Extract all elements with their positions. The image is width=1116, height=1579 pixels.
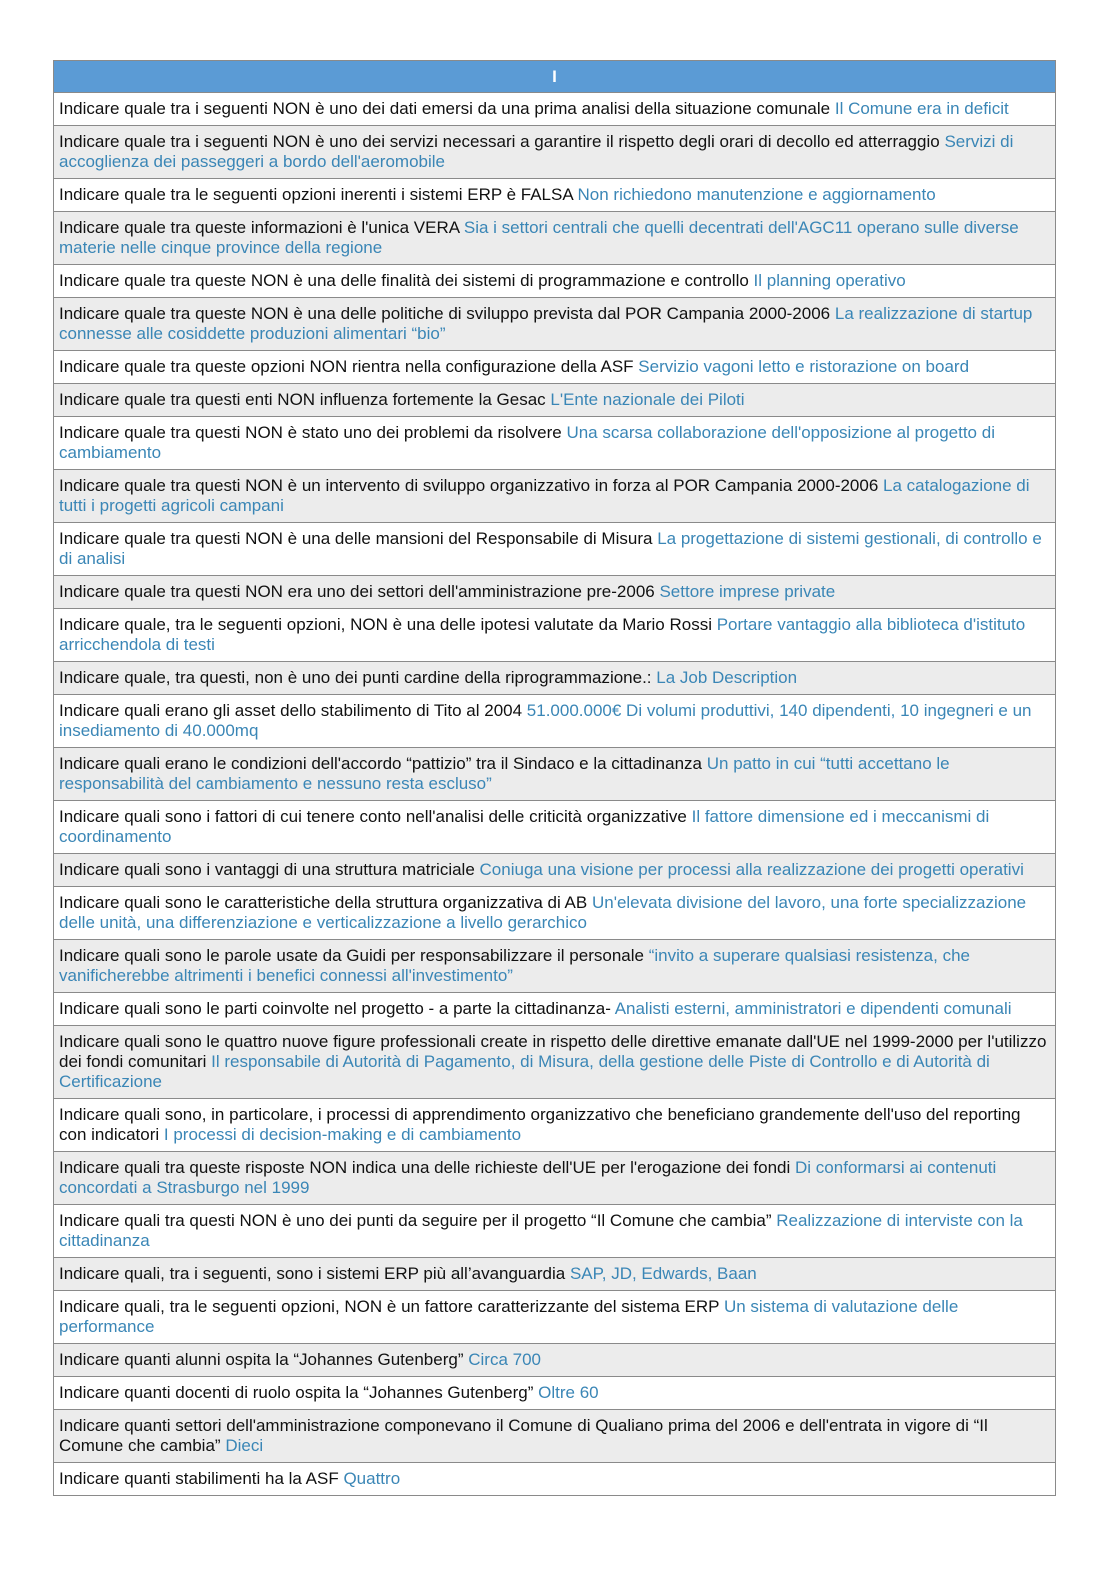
table-row <box>54 1258 1056 1291</box>
table-row <box>54 1099 1056 1152</box>
table-row <box>54 351 1056 384</box>
qa-cell <box>54 662 1056 695</box>
table-row <box>54 695 1056 748</box>
questions-table <box>53 60 1056 1496</box>
qa-cell <box>54 351 1056 384</box>
table-body <box>54 93 1056 1496</box>
table-row <box>54 1026 1056 1099</box>
table-row <box>54 1291 1056 1344</box>
qa-cell <box>54 1463 1056 1496</box>
answer-text: La catalogazione di tutti i progetti agricoli campani <box>59 476 1030 515</box>
question-text: Indicare quali sono i vantaggi di una struttura matriciale <box>59 860 475 879</box>
question-text: Indicare quali sono i fattori di cui tenere conto nell'analisi delle criticità organizzative <box>59 807 687 826</box>
question-text: Indicare quali sono, in particolare, i processi di apprendimento organizzativo che beneficiano grandemente dell'uso del reporting con indicatori <box>59 1105 1021 1144</box>
question-text: Indicare quali sono le parole usate da Guidi per responsabilizzare il personale <box>59 946 644 965</box>
answer-text: Oltre 60 <box>538 1383 599 1402</box>
answer-text: “invito a superare qualsiasi resistenza, che vanificherebbe altrimenti i benefici connessi all'investimento” <box>59 946 970 985</box>
question-text: Indicare quali sono le quattro nuove figure professionali create in rispetto delle direttive emanate dall'UE nel 1999-2000 per l'utilizzo dei fondi comunitari <box>59 1032 1047 1071</box>
qa-cell <box>54 265 1056 298</box>
answer-text: Non richiedono manutenzione e aggiornamento <box>577 185 936 204</box>
qa-cell <box>54 993 1056 1026</box>
table-row <box>54 298 1056 351</box>
answer-text: Il planning operativo <box>753 271 906 290</box>
qa-cell <box>54 854 1056 887</box>
answer-text: Di conformarsi ai contenuti concordati a Strasburgo nel 1999 <box>59 1158 997 1197</box>
answer-text: Servizio vagoni letto e ristorazione on board <box>638 357 970 376</box>
answer-text: Una scarsa collaborazione dell'opposizione al progetto di cambiamento <box>59 423 995 462</box>
question-text: Indicare quanti docenti di ruolo ospita la “Johannes Gutenberg” <box>59 1383 534 1402</box>
qa-cell <box>54 1377 1056 1410</box>
table-row <box>54 470 1056 523</box>
answer-text: Il Comune era in deficit <box>834 99 1009 118</box>
answer-text: Coniuga una visione per processi alla realizzazione dei progetti operativi <box>479 860 1024 879</box>
qa-cell <box>54 1026 1056 1099</box>
table-header: I <box>54 61 1056 93</box>
table-row <box>54 384 1056 417</box>
question-text: Indicare quale tra questi NON è un intervento di sviluppo organizzativo in forza al POR Campania 2000-2006 <box>59 476 879 495</box>
table-row <box>54 1205 1056 1258</box>
qa-cell <box>54 1152 1056 1205</box>
answer-text: I processi di decision-making e di cambiamento <box>163 1125 522 1144</box>
question-text: Indicare quale, tra questi, non è uno dei punti cardine della riprogrammazione.: <box>59 668 652 687</box>
table-row <box>54 609 1056 662</box>
qa-cell <box>54 1410 1056 1463</box>
answer-text: Il fattore dimensione ed i meccanismi di coordinamento <box>59 807 990 846</box>
table-row <box>54 940 1056 993</box>
qa-cell <box>54 298 1056 351</box>
qa-cell <box>54 212 1056 265</box>
qa-cell <box>54 1099 1056 1152</box>
qa-cell <box>54 887 1056 940</box>
table-row <box>54 212 1056 265</box>
question-text: Indicare quanti stabilimenti ha la ASF <box>59 1469 339 1488</box>
qa-cell <box>54 126 1056 179</box>
qa-cell <box>54 417 1056 470</box>
qa-cell <box>54 93 1056 126</box>
question-text: Indicare quale tra questi NON è una delle mansioni del Responsabile di Misura <box>59 529 653 548</box>
qa-cell <box>54 1205 1056 1258</box>
question-text: Indicare quanti settori dell'amministrazione componevano il Comune di Qualiano prima del 2006 e dell'entrata in vigore di “Il Comune che cambia” <box>59 1416 988 1455</box>
table-row <box>54 1344 1056 1377</box>
table-row <box>54 265 1056 298</box>
answer-text: Settore imprese private <box>659 582 836 601</box>
question-text: Indicare quali sono le caratteristiche della struttura organizzativa di AB <box>59 893 588 912</box>
qa-cell <box>54 748 1056 801</box>
question-text: Indicare quale tra i seguenti NON è uno dei servizi necessari a garantire il rispetto degli orari di decollo ed atterraggio <box>59 132 940 151</box>
table-row <box>54 1463 1056 1496</box>
answer-text: Quattro <box>343 1469 401 1488</box>
question-text: Indicare quale, tra le seguenti opzioni, NON è una delle ipotesi valutate da Mario Rossi <box>59 615 712 634</box>
table-row <box>54 417 1056 470</box>
qa-cell <box>54 801 1056 854</box>
table-row <box>54 887 1056 940</box>
question-text: Indicare quale tra questi enti NON influenza fortemente la Gesac <box>59 390 546 409</box>
qa-cell <box>54 695 1056 748</box>
answer-text: Circa 700 <box>468 1350 541 1369</box>
answer-text: SAP, JD, Edwards, Baan <box>569 1264 757 1283</box>
qa-cell <box>54 1291 1056 1344</box>
question-text: Indicare quanti alunni ospita la “Johannes Gutenberg” <box>59 1350 464 1369</box>
qa-cell <box>54 1344 1056 1377</box>
table-row <box>54 801 1056 854</box>
answer-text: Sia i settori centrali che quelli decentrati dell'AGC11 operano sulle diverse materie nelle cinque province della regione <box>59 218 1019 257</box>
answer-text: Dieci <box>225 1436 264 1455</box>
question-text: Indicare quale tra questi NON era uno dei settori dell'amministrazione pre-2006 <box>59 582 655 601</box>
qa-cell <box>54 470 1056 523</box>
answer-text: Analisti esterni, amministratori e dipendenti comunali <box>614 999 1012 1018</box>
answer-text: La Job Description <box>656 668 798 687</box>
table-header-row <box>54 61 1056 93</box>
table-row <box>54 662 1056 695</box>
question-text: Indicare quali, tra le seguenti opzioni, NON è un fattore caratterizzante del sistema ERP <box>59 1297 720 1316</box>
question-text: Indicare quale tra le seguenti opzioni inerenti i sistemi ERP è FALSA <box>59 185 573 204</box>
table-row <box>54 93 1056 126</box>
answer-text: L'Ente nazionale dei Piloti <box>550 390 745 409</box>
qa-cell <box>54 523 1056 576</box>
question-text: Indicare quali erano le condizioni dell'accordo “pattizio” tra il Sindaco e la cittadinanza <box>59 754 703 773</box>
question-text: Indicare quale tra queste NON è una delle politiche di sviluppo prevista dal POR Campania 2000-2006 <box>59 304 831 323</box>
answer-text: Portare vantaggio alla biblioteca d'istituto arricchendola di testi <box>59 615 1026 654</box>
answer-text: Servizi di accoglienza dei passeggeri a bordo dell'aeromobile <box>59 132 1014 171</box>
qa-cell <box>54 179 1056 212</box>
answer-text: 51.000.000€ Di volumi produttivi, 140 dipendenti, 10 ingegneri e un insediamento di 40.000mq <box>59 701 1032 740</box>
table-row <box>54 748 1056 801</box>
question-text: Indicare quale tra questi NON è stato uno dei problemi da risolvere <box>59 423 562 442</box>
table-row <box>54 126 1056 179</box>
answer-text: La progettazione di sistemi gestionali, di controllo e di analisi <box>59 529 1042 568</box>
qa-cell <box>54 940 1056 993</box>
qa-cell <box>54 384 1056 417</box>
table-row <box>54 179 1056 212</box>
answer-text: Un sistema di valutazione delle performance <box>59 1297 959 1336</box>
question-text: Indicare quale tra i seguenti NON è uno dei dati emersi da una prima analisi della situazione comunale <box>59 99 831 118</box>
question-text: Indicare quali tra queste risposte NON indica una delle richieste dell'UE per l'erogazione dei fondi <box>59 1158 791 1177</box>
qa-cell <box>54 1258 1056 1291</box>
table-row <box>54 1410 1056 1463</box>
question-text: Indicare quali erano gli asset dello stabilimento di Tito al 2004 <box>59 701 523 720</box>
answer-text: Un patto in cui “tutti accettano le responsabilità del cambiamento e nessuno resta escluso” <box>59 754 950 793</box>
question-text: Indicare quali sono le parti coinvolte nel progetto - a parte la cittadinanza- <box>59 999 611 1018</box>
qa-cell <box>54 609 1056 662</box>
table-row <box>54 993 1056 1026</box>
table-row <box>54 1152 1056 1205</box>
question-text: Indicare quali tra questi NON è uno dei punti da seguire per il progetto “Il Comune che cambia” <box>59 1211 772 1230</box>
table-row <box>54 854 1056 887</box>
answer-text: Il responsabile di Autorità di Pagamento, di Misura, della gestione delle Piste di Controllo e di Autorità di Certificazione <box>59 1052 990 1091</box>
answer-text: Un'elevata divisione del lavoro, una forte specializzazione delle unità, una differenziazione e verticalizzazione a livello gerarchico <box>59 893 1027 932</box>
table-row <box>54 576 1056 609</box>
qa-cell <box>54 576 1056 609</box>
question-text: Indicare quale tra queste informazioni è l'unica VERA <box>59 218 460 237</box>
answer-text: Realizzazione di interviste con la cittadinanza <box>59 1211 1023 1250</box>
question-text: Indicare quale tra queste NON è una delle finalità dei sistemi di programmazione e controllo <box>59 271 749 290</box>
question-text: Indicare quale tra queste opzioni NON rientra nella configurazione della ASF <box>59 357 634 376</box>
table-row <box>54 523 1056 576</box>
question-text: Indicare quali, tra i seguenti, sono i sistemi ERP più all’avanguardia <box>59 1264 566 1283</box>
table-row <box>54 1377 1056 1410</box>
answer-text: La realizzazione di startup connesse alle cosiddette produzioni alimentari “bio” <box>59 304 1033 343</box>
